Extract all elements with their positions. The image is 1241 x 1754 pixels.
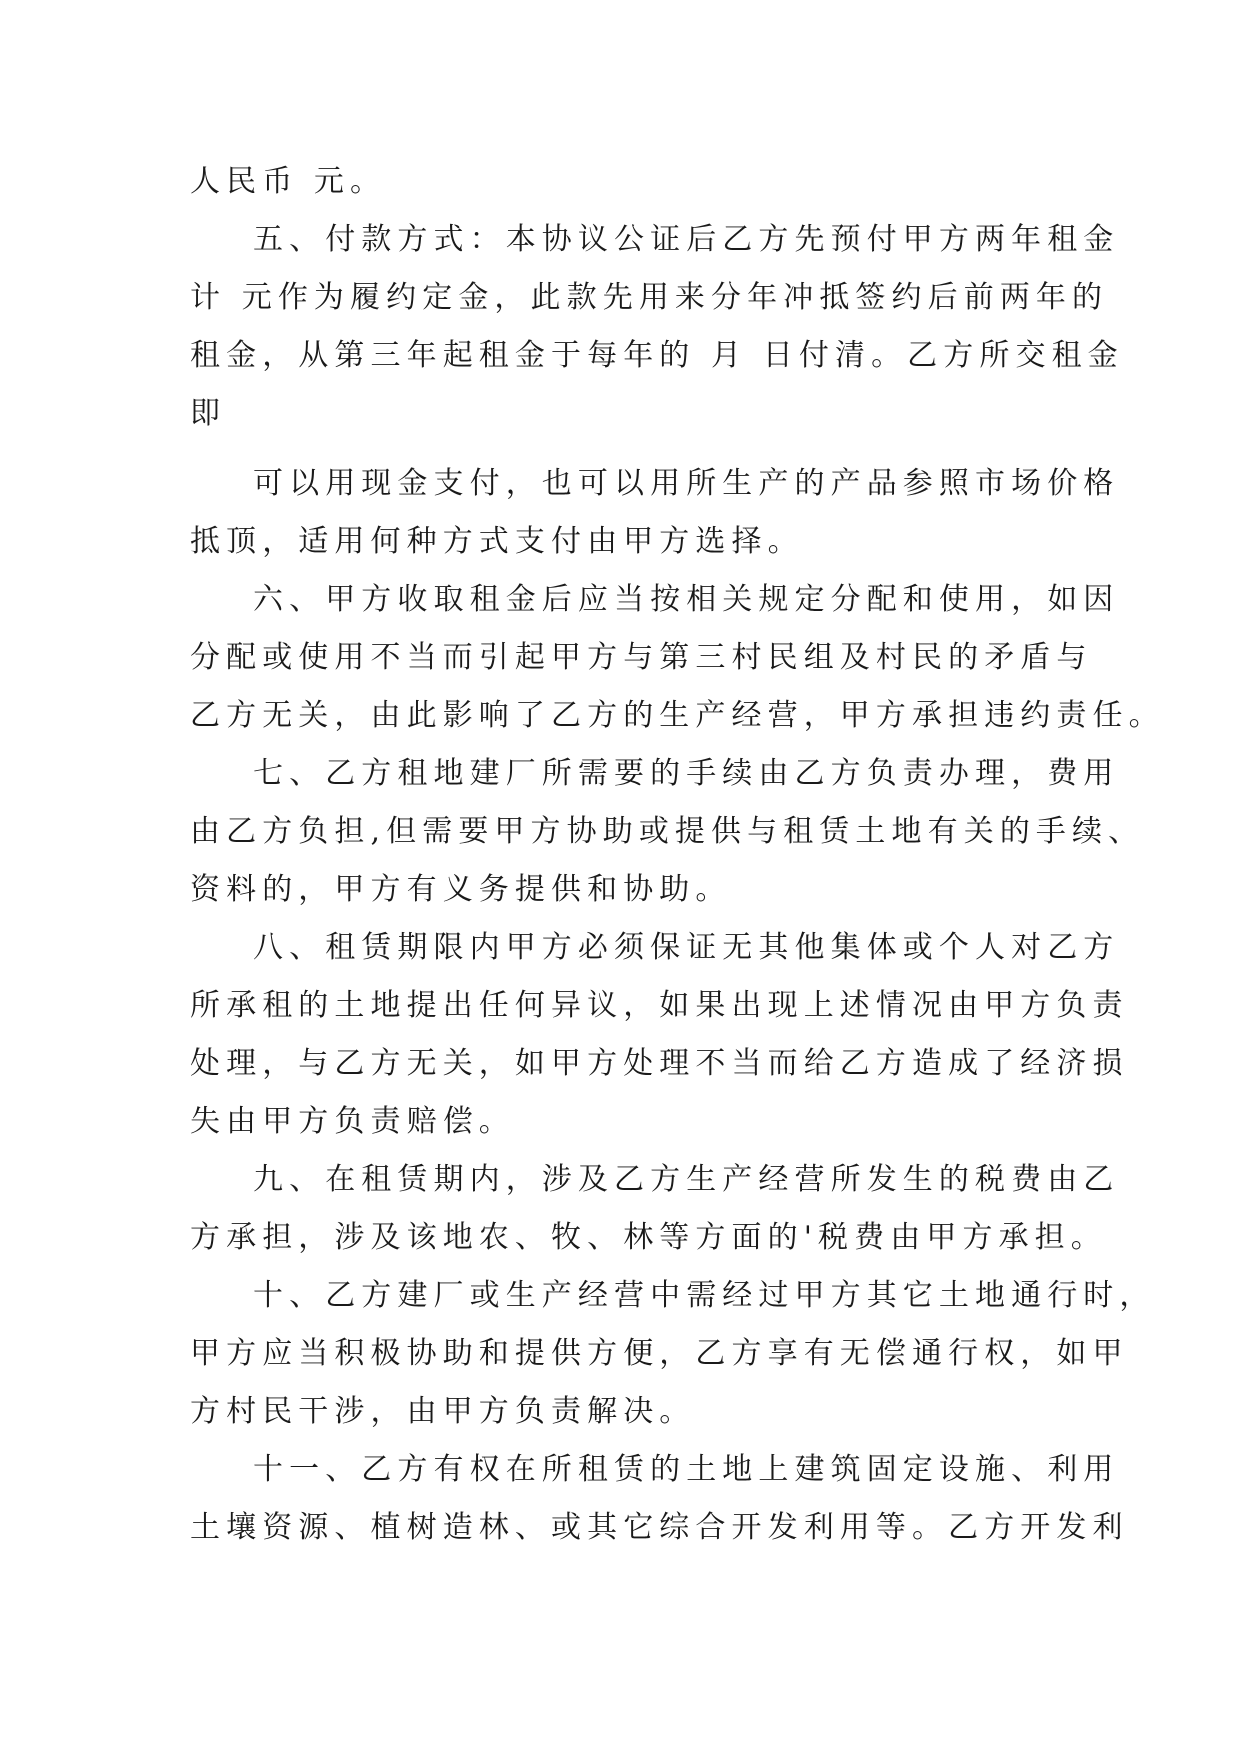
text-line: 七、乙方租地建厂所需要的手续由乙方负责办理，费用 — [253, 756, 1120, 791]
text-line: 可以用现金支付，也可以用所生产的产品参照市场价格 — [253, 466, 1120, 501]
document-body — [190, 153, 1165, 1557]
text-line: 八、租赁期限内甲方必须保证无其他集体或个人对乙方 — [253, 930, 1120, 965]
text-line: 即 — [190, 396, 227, 431]
text-line: 人民币 元。 — [190, 164, 387, 199]
text-line: 抵顶，适用何种方式支付由甲方选择。 — [190, 524, 804, 559]
text-line: 方村民干涉，由甲方负责解决。 — [190, 1394, 696, 1429]
text-line: 资料的，甲方有义务提供和协助。 — [190, 872, 732, 907]
text-line: 由乙方负担,但需要甲方协助或提供与租赁土地有关的手续、 — [190, 814, 1145, 849]
paragraph-gap — [190, 443, 1052, 455]
text-line: 甲方应当积极协助和提供方便，乙方享有无偿通行权，如甲 — [190, 1336, 1129, 1371]
text-line: 六、甲方收取租金后应当按相关规定分配和使用，如因 — [253, 582, 1120, 617]
text-line: 计 元作为履约定金，此款先用来分年冲抵签约后前两年的 — [190, 280, 1109, 315]
text-line: 方承担，涉及该地农、牧、林等方面的'税费由甲方承担。 — [190, 1220, 1107, 1255]
text-line: 所承租的土地提出任何异议，如果出现上述情况由甲方负责 — [190, 988, 1129, 1023]
text-line: 土壤资源、植树造林、或其它综合开发利用等。乙方开发利 — [190, 1510, 1129, 1545]
text-line: 五、付款方式：本协议公证后乙方先预付甲方两年租金 — [253, 222, 1120, 257]
text-line: 处理，与乙方无关，如甲方处理不当而给乙方造成了经济损 — [190, 1046, 1129, 1081]
text-line: 十、乙方建厂或生产经营中需经过甲方其它土地通行时， — [253, 1278, 1156, 1313]
text-line: 九、在租赁期内，涉及乙方生产经营所发生的税费由乙 — [253, 1162, 1120, 1197]
text-line: 分配或使用不当而引起甲方与第三村民组及村民的矛盾与 — [190, 640, 1093, 675]
text-line: 失由甲方负责赔偿。 — [190, 1104, 515, 1139]
text-line: 租金，从第三年起租金于每年的 月 日付清。乙方所交租金 — [190, 338, 1124, 373]
text-line: 乙方无关，由此影响了乙方的生产经营，甲方承担违约责任。 — [190, 698, 1165, 733]
text-line: 十一、乙方有权在所租赁的土地上建筑固定设施、利用 — [253, 1452, 1120, 1487]
